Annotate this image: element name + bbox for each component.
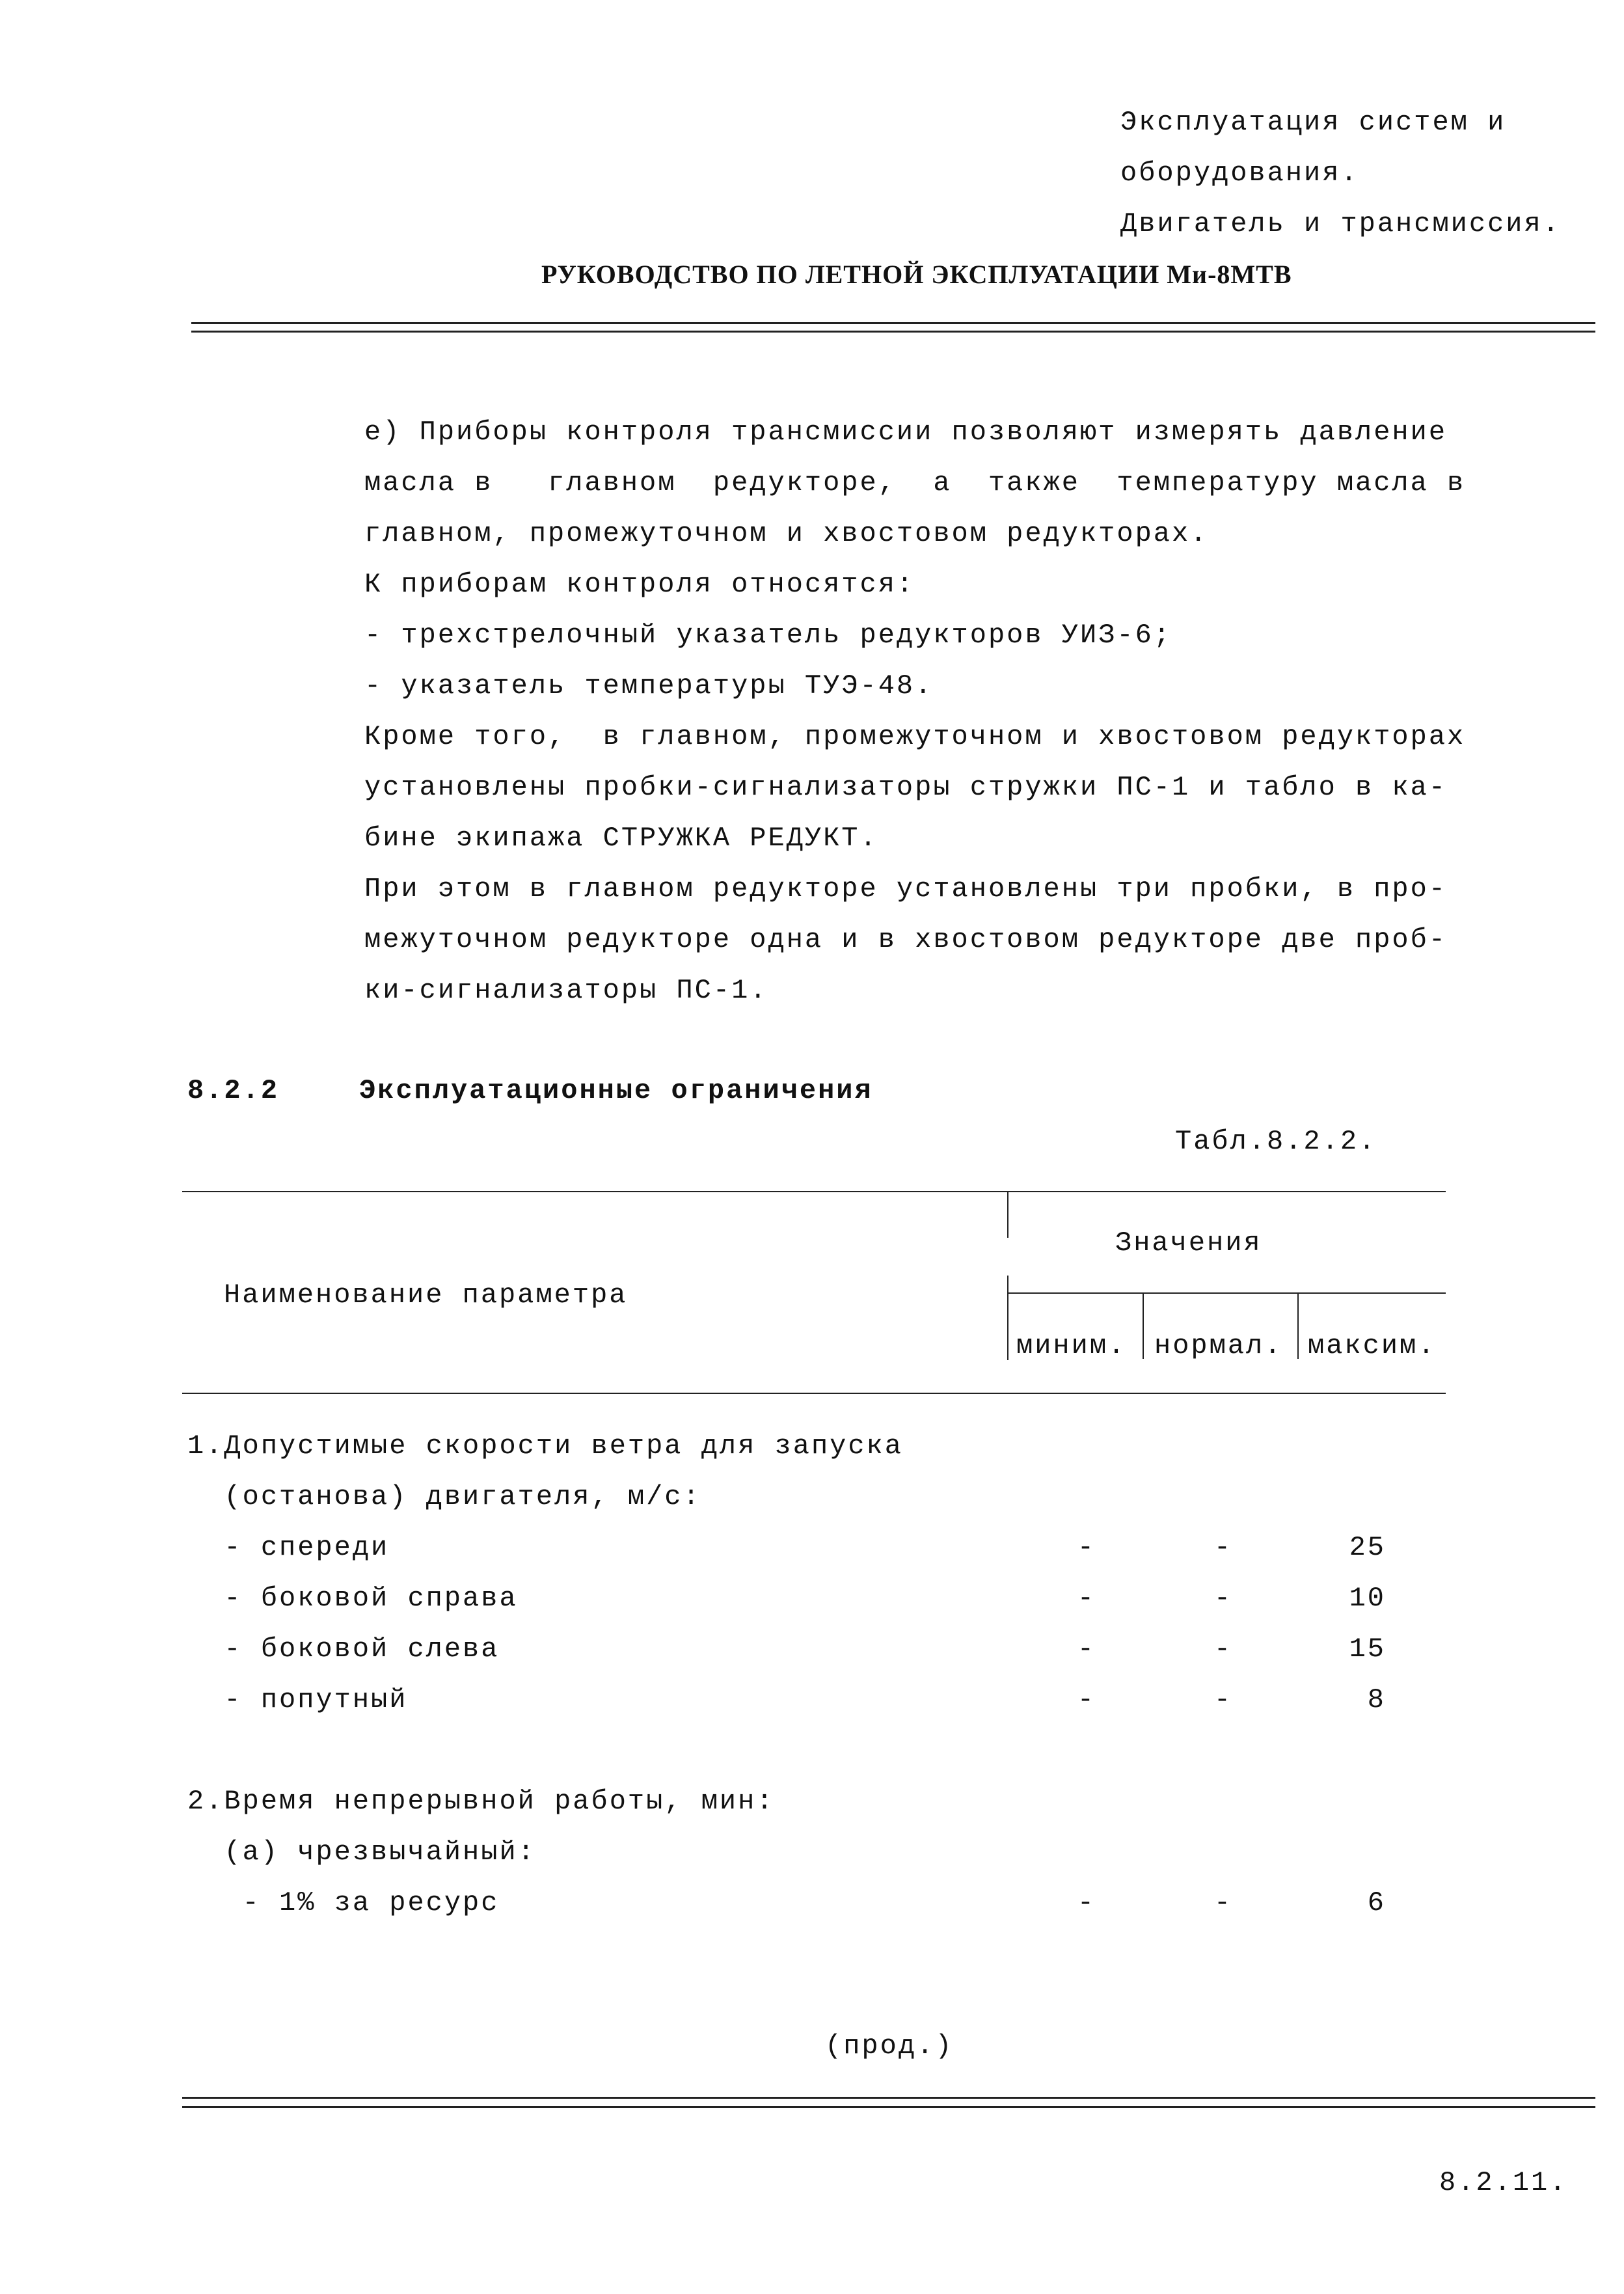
row-label: - спереди xyxy=(187,1532,390,1563)
row-max: 25 xyxy=(1349,1532,1386,1563)
continued-label: (прод.) xyxy=(825,2030,954,2062)
col-max-header: максим. xyxy=(1308,1330,1437,1361)
paragraph-line: главном, промежуточном и хвостовом редукторах. xyxy=(364,518,1209,549)
row-max: 6 xyxy=(1367,1887,1386,1918)
paragraph-line: Кроме того, в главном, промежуточном и хвостовом редукторах xyxy=(364,721,1466,752)
paragraph-line: - трехстрелочный указатель редукторов УИЗ-6; xyxy=(364,620,1172,651)
paragraph-line: е) Приборы контроля трансмиссии позволяют измерять давление xyxy=(364,416,1448,448)
row-min: - xyxy=(1077,1887,1096,1918)
paragraph-line: При этом в главном редукторе установлены три пробки, в про- xyxy=(364,873,1448,905)
row-label: 2.Время непрерывной работы, мин: xyxy=(187,1786,775,1817)
table-reference: Табл.8.2.2. xyxy=(1175,1126,1377,1157)
header-values: Значения xyxy=(1115,1227,1262,1259)
section-line-3: Двигатель и трансмиссия. xyxy=(1120,208,1561,239)
section-title: Эксплуатационные ограничения xyxy=(359,1075,873,1106)
row-norm: - xyxy=(1213,1532,1233,1563)
row-label: - 1% за ресурс xyxy=(187,1887,500,1918)
row-min: - xyxy=(1077,1684,1096,1715)
section-number: 8.2.2 xyxy=(187,1075,280,1106)
paragraph-line: К приборам контроля относятся: xyxy=(364,569,915,600)
row-label: 1.Допустимые скорости ветра для запуска xyxy=(187,1430,903,1462)
header-rule-bottom xyxy=(191,331,1595,333)
paragraph-line: бине экипажа СТРУЖКА РЕДУКТ. xyxy=(364,823,878,854)
table-top-rule xyxy=(182,1191,1446,1192)
col-divider-1 xyxy=(1007,1276,1008,1360)
header-param: Наименование параметра xyxy=(224,1279,628,1311)
manual-title: РУКОВОДСТВО ПО ЛЕТНОЙ ЭКСПЛУАТАЦИИ Ми-8МТВ xyxy=(541,260,1292,289)
paragraph-line: - указатель температуры ТУЭ-48. xyxy=(364,670,934,702)
paragraph-line: межуточном редукторе одна и в хвостовом редукторе две проб- xyxy=(364,924,1448,955)
paragraph-line: установлены пробки-сигнализаторы стружки ПС-1 и табло в ка- xyxy=(364,772,1448,803)
header-mid-rule xyxy=(1007,1292,1446,1294)
col-divider-2 xyxy=(1143,1294,1144,1359)
row-max: 8 xyxy=(1367,1684,1386,1715)
footer-rule-bottom xyxy=(182,2106,1595,2108)
col-divider-3 xyxy=(1297,1294,1299,1359)
page-number: 8.2.11. xyxy=(1439,2167,1568,2198)
row-label: - боковой справа xyxy=(187,1583,518,1614)
row-label: (а) чрезвычайный: xyxy=(187,1837,536,1868)
section-line-1: Эксплуатация систем и xyxy=(1120,107,1506,138)
row-min: - xyxy=(1077,1583,1096,1614)
footer-rule-top xyxy=(182,2097,1595,2099)
row-norm: - xyxy=(1213,1633,1233,1665)
paragraph-line: ки-сигнализаторы ПС-1. xyxy=(364,975,768,1006)
col-min-header: миним. xyxy=(1016,1330,1127,1361)
row-max: 15 xyxy=(1349,1633,1386,1665)
section-line-2: оборудования. xyxy=(1120,157,1359,189)
row-min: - xyxy=(1077,1633,1096,1665)
header-divider xyxy=(1007,1192,1008,1238)
col-norm-header: нормал. xyxy=(1154,1330,1283,1361)
header-rule-top xyxy=(191,322,1595,324)
paragraph-line: масла в главном редукторе, а также температуру масла в xyxy=(364,467,1466,498)
row-label: (останова) двигателя, м/с: xyxy=(187,1481,701,1512)
row-norm: - xyxy=(1213,1887,1233,1918)
row-label: - попутный xyxy=(187,1684,408,1715)
row-max: 10 xyxy=(1349,1583,1386,1614)
row-min: - xyxy=(1077,1532,1096,1563)
table-header-bottom-rule xyxy=(182,1393,1446,1394)
row-norm: - xyxy=(1213,1583,1233,1614)
row-label: - боковой слева xyxy=(187,1633,500,1665)
row-norm: - xyxy=(1213,1684,1233,1715)
